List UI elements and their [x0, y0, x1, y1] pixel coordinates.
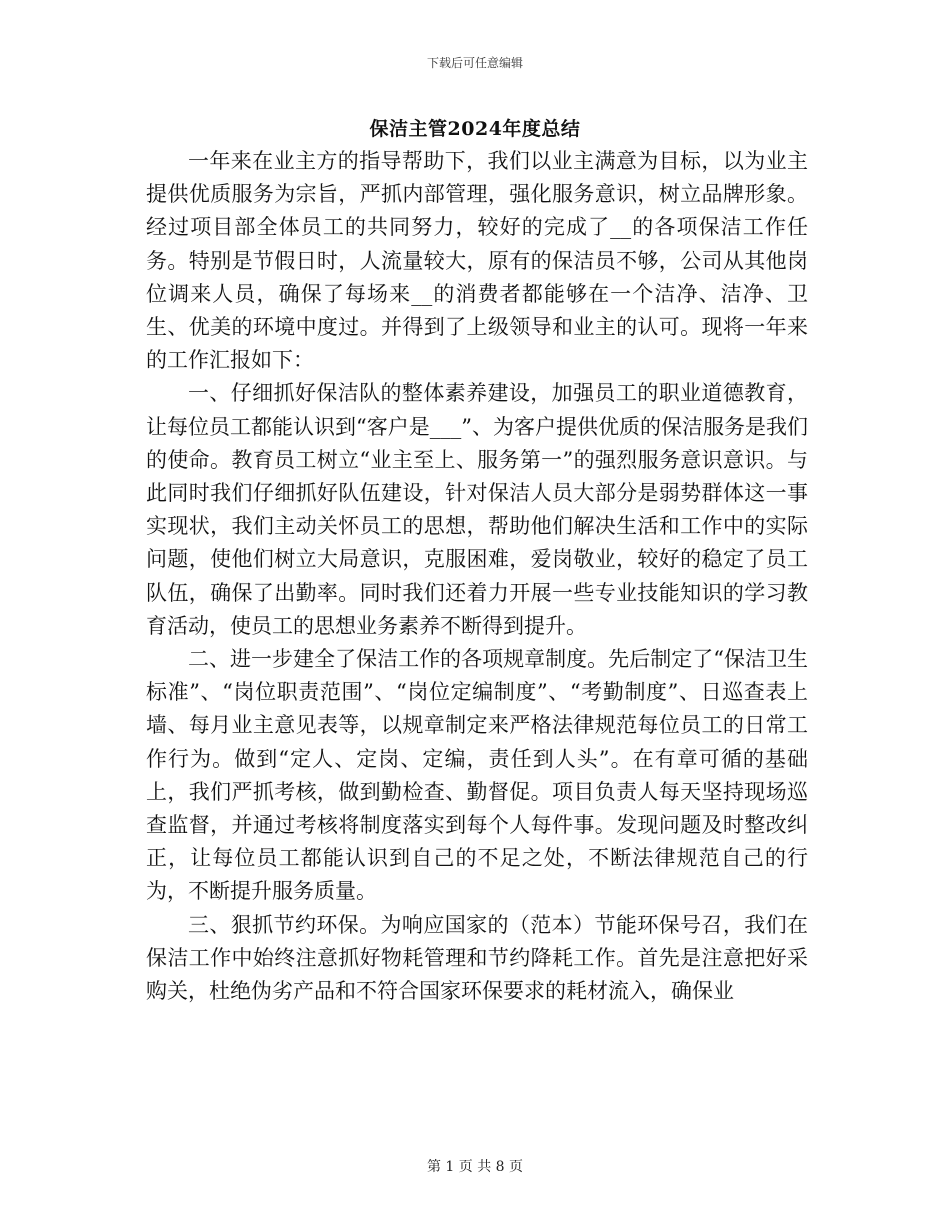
header-note: 下载后可任意编辑: [426, 56, 523, 70]
paragraph-section-2: 二、进一步建全了保洁工作的各项规章制度。先后制定了“保洁卫生标准”、“岗位职责范围”、“岗位定编制度”、“考勤制度”、日巡查表上墙、每月业主意见表等，以规章制定来严格法律规范每位员工的日常工作行为。做到“定人、定岗、定编，责任到人头”。在有章可循的基础上，我们严抓考核，做到勤检查、勤督促。项目负责人每天坚持现场巡查监督，并通过考核将制度落实到每个人每件事。发现问题及时整改纠正，让每位员工都能认识到自己的不足之处，不断法律规范自己的行为，不断提升服务质量。: [146, 647, 808, 904]
document-body: [146, 145, 808, 1008]
paragraph-intro: 一年来在业主方的指导帮助下，我们以业主满意为目标，以为业主提供优质服务为宗旨，严抓内部管理，强化服务意识，树立品牌形象。经过项目部全体员工的共同努力，较好的完成了__的各项保洁工作任务。特别是节假日时，人流量较大，原有的保洁员不够，公司从其他岗位调来人员，确保了每场来__的消费者都能够在一个洁净、洁净、卫生、优美的环境中度过。并得到了上级领导和业主的认可。现将一年来的工作汇报如下：: [146, 149, 808, 373]
paragraph-section-3: 三、狠抓节约环保。为响应国家的（范本）节能环保号召，我们在保洁工作中始终注意抓好物耗管理和节约降耗工作。首先是注意把好采购关，杜绝伪劣产品和不符合国家环保要求的耗材流入，确保业: [146, 912, 808, 1004]
document-title: 保洁主管2024年度总结: [369, 118, 581, 140]
page-indicator: 第 1 页 共 8 页: [426, 1159, 524, 1175]
paragraph-section-1: 一、仔细抓好保洁队的整体素养建设，加强员工的职业道德教育，让每位员工都能认识到“客户是___”、为客户提供优质的保洁服务是我们的使命。教育员工树立“业主至上、服务第一”的强烈服务意识意识。与此同时我们仔细抓好队伍建设，针对保洁人员大部分是弱势群体这一事实现状，我们主动关怀员工的思想，帮助他们解决生活和工作中的实际问题，使他们树立大局意识，克服困难，爱岗敬业，较好的稳定了员工队伍，确保了出勤率。同时我们还着力开展一些专业技能知识的学习教育活动，使员工的思想业务素养不断得到提升。: [146, 381, 808, 638]
